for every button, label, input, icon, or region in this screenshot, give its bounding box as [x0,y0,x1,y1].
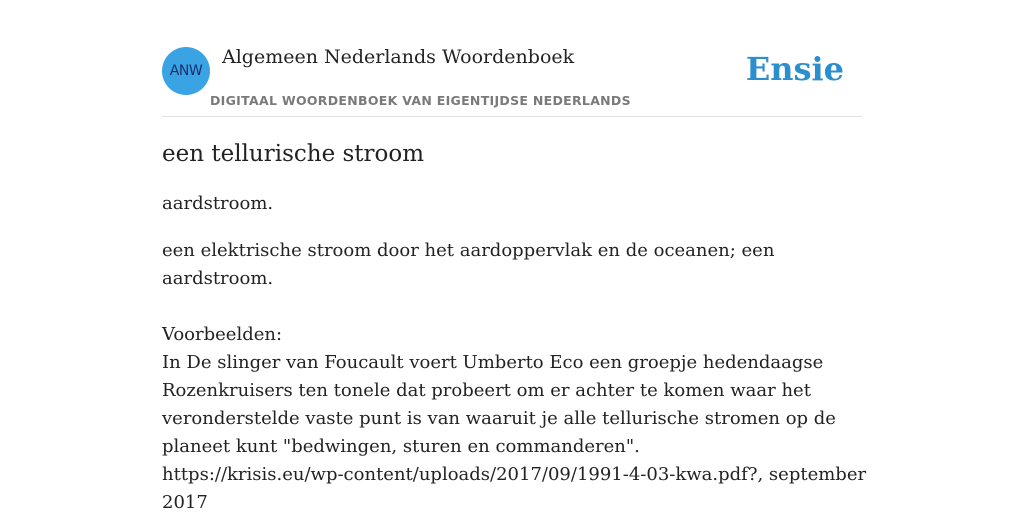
long-definition: een elektrische stroom door het aardoppervlak en de oceanen; een aardstroom. [162,240,775,289]
example-text: In De slinger van Foucault voert Umberto Eco een groepje hedendaagse Rozenkruisers ten tonele dat probeert om er achter te komen waar het veronderstelde vaste punt is van waaruit je alle tellurische stromen op de planeet kunt "bedwingen, sturen en commanderen". [162,352,836,457]
site-header [162,46,862,117]
ensie-brand-logo[interactable]: Ensie [745,50,844,88]
dictionary-title[interactable]: Algemeen Nederlands Woordenboek [222,46,575,68]
entry-content [162,138,867,512]
dictionary-subtitle: DIGITAAL WOORDENBOEK VAN EIGENTIJDSE NEDERLANDS [210,93,631,108]
anw-logo[interactable] [162,47,210,95]
examples-label: Voorbeelden: [162,324,283,345]
examples-section [162,321,867,512]
example-source: https://krisis.eu/wp-content/uploads/2017/09/1991-4-03-kwa.pdf?, september 2017 [162,464,867,512]
entry-term: een tellurische stroom [162,141,425,167]
anw-logo-text: ANW [169,63,203,79]
short-definition: aardstroom. [162,193,274,214]
